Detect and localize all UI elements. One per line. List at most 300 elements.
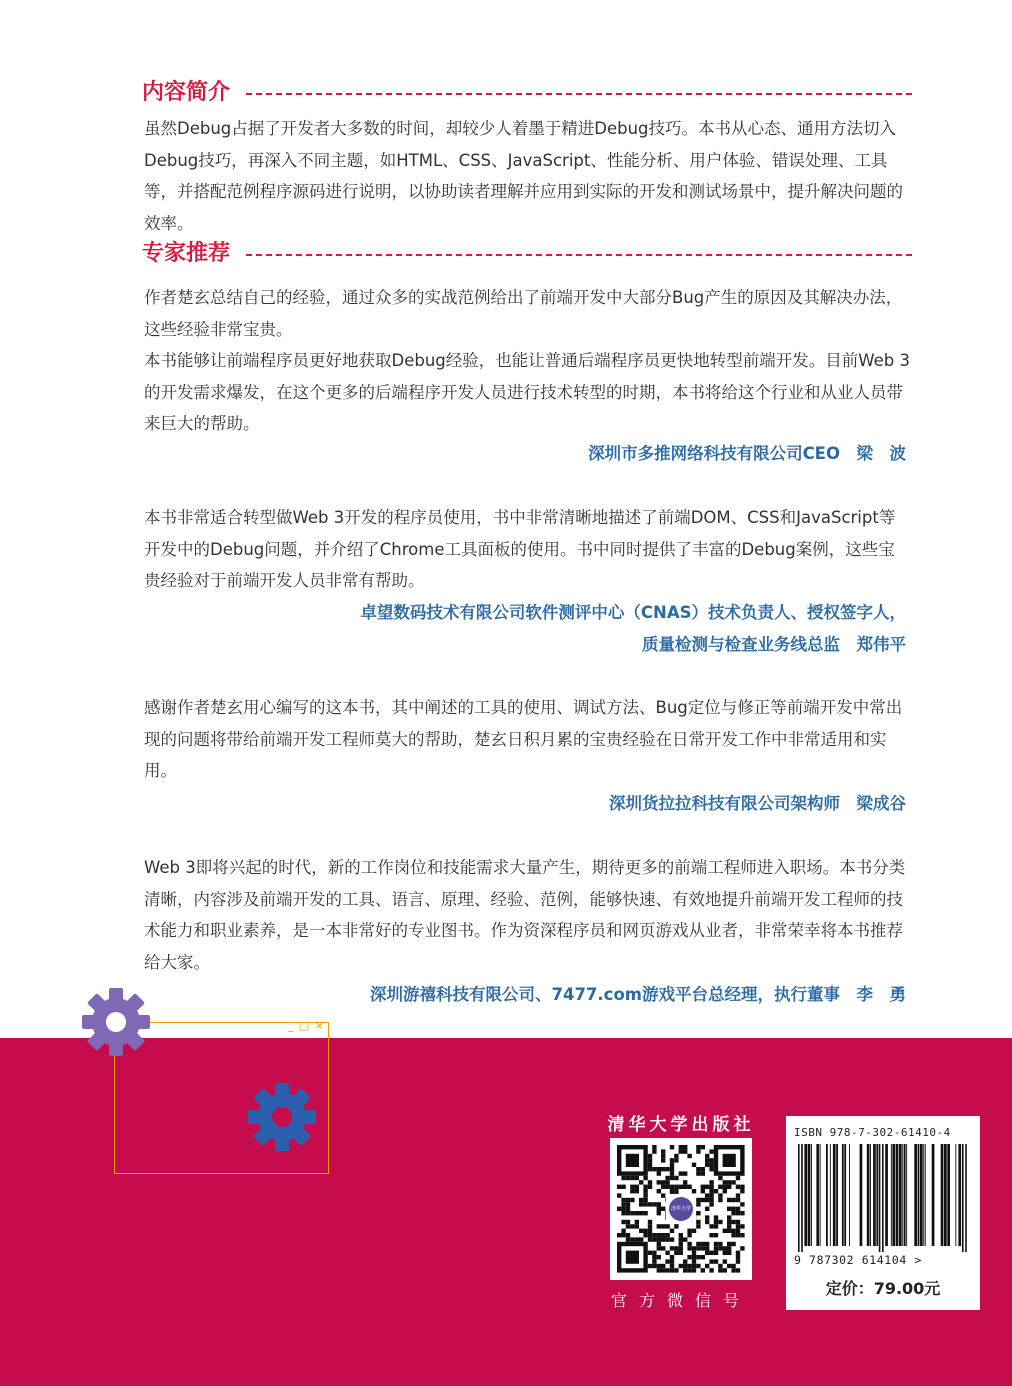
recommendation-2-paragraph: 本书非常适合转型做Web 3开发的程序员使用，书中非常清晰地描述了前端DOM、CSS和JavaScript等开发中的Debug问题，并介绍了Chrome工具面板的使用。书中同时提供了丰富的Debug案例，这些宝贵经验对于前端开发人员非常有帮助。: [144, 508, 896, 590]
qr-module: [714, 1233, 718, 1237]
qr-module: [683, 1259, 687, 1263]
qr-module: [740, 1246, 744, 1250]
qr-module: [630, 1198, 634, 1202]
qr-module: [657, 1264, 661, 1268]
qr-module: [674, 1189, 678, 1193]
qr-module: [643, 1198, 647, 1202]
qr-module: [683, 1185, 687, 1189]
qr-module: [626, 1233, 630, 1237]
qr-module: [617, 1193, 621, 1197]
barcode-number: 9 787302 614104 >: [794, 1253, 922, 1267]
qr-finder-pattern: [626, 1251, 639, 1264]
qr-module: [692, 1246, 696, 1250]
barcode-bar: [820, 1144, 821, 1246]
intro-heading-divider: [246, 93, 912, 95]
qr-module: [696, 1198, 700, 1202]
qr-module: [736, 1198, 740, 1202]
qr-module: [661, 1167, 665, 1171]
qr-module: [701, 1268, 705, 1272]
qr-module: [692, 1264, 696, 1268]
qr-module: [661, 1224, 665, 1228]
qr-module: [701, 1189, 705, 1193]
qr-module: [731, 1211, 735, 1215]
qr-module: [679, 1237, 683, 1241]
qr-module: [683, 1145, 687, 1149]
qr-module: [701, 1171, 705, 1175]
barcode-box: [786, 1116, 980, 1310]
qr-module: [648, 1154, 652, 1158]
barcode-bar: [873, 1144, 876, 1246]
barcode-guard-bar: [882, 1144, 884, 1252]
qr-module: [674, 1176, 678, 1180]
qr-module: [687, 1185, 691, 1189]
qr-module: [740, 1224, 744, 1228]
barcode-bar: [816, 1144, 819, 1246]
qr-module: [661, 1264, 665, 1268]
barcode-bar: [920, 1144, 923, 1246]
barcode-bar: [891, 1144, 892, 1246]
qr-code: [610, 1138, 752, 1280]
qr-module: [661, 1185, 665, 1189]
qr-module: [648, 1224, 652, 1228]
recommendation-3-signature: 深圳货拉拉科技有限公司架构师 梁成谷: [609, 794, 906, 813]
qr-module: [661, 1246, 665, 1250]
qr-module: [626, 1211, 630, 1215]
qr-module: [665, 1268, 669, 1272]
qr-module: [740, 1202, 744, 1206]
qr-module: [723, 1259, 727, 1263]
barcode-bar: [830, 1144, 831, 1246]
qr-module: [657, 1202, 661, 1206]
qr-module: [665, 1185, 669, 1189]
qr-module: [626, 1220, 630, 1224]
qr-module: [718, 1242, 722, 1246]
qr-module: [674, 1268, 678, 1272]
qr-module: [648, 1180, 652, 1184]
qr-module: [639, 1229, 643, 1233]
qr-module: [731, 1242, 735, 1246]
qr-module: [630, 1211, 634, 1215]
barcode-bar: [899, 1144, 902, 1246]
qr-module: [718, 1220, 722, 1224]
barcode-bar: [902, 1144, 903, 1246]
barcode-bar: [925, 1144, 926, 1246]
qr-module: [626, 1202, 630, 1206]
qr-module: [705, 1158, 709, 1162]
qr-module: [718, 1198, 722, 1202]
qr-module: [714, 1189, 718, 1193]
qr-module: [692, 1255, 696, 1259]
qr-module: [727, 1229, 731, 1233]
qr-module: [657, 1211, 661, 1215]
qr-module: [727, 1251, 731, 1255]
qr-module: [674, 1158, 678, 1162]
qr-module: [652, 1202, 656, 1206]
qr-module: [696, 1224, 700, 1228]
qr-module: [657, 1224, 661, 1228]
barcode-bar: [826, 1144, 828, 1246]
qr-module: [683, 1171, 687, 1175]
qr-module: [630, 1185, 634, 1189]
qr-module: [714, 1251, 718, 1255]
qr-module: [727, 1242, 731, 1246]
qr-module: [687, 1264, 691, 1268]
recommendation-4-paragraph: Web 3即将兴起的时代，新的工作岗位和技能需求大量产生，期待更多的前端工程师进入职场。本书分类清晰，内容涉及前端开发的工具、语言、原理、经验、范例，能够快速、有效地提升前端开发工程师的技术能力和职业素养，是一本非常好的专业图书。作为资深程序员和网页游戏从业者，非常荣幸将本书推荐给大家。: [144, 858, 906, 972]
qr-module: [626, 1237, 630, 1241]
qr-module: [683, 1268, 687, 1272]
qr-module: [696, 1246, 700, 1250]
qr-module: [670, 1237, 674, 1241]
price: 定价：79.00元: [825, 1279, 941, 1298]
qr-module: [740, 1189, 744, 1193]
qr-module: [674, 1251, 678, 1255]
barcode-bar: [833, 1144, 836, 1246]
qr-module: [630, 1224, 634, 1228]
qr-module: [701, 1242, 705, 1246]
recommendation-1-signature: 深圳市多推网络科技有限公司CEO 梁 波: [588, 444, 906, 463]
qr-module: [643, 1193, 647, 1197]
barcode-bar: [955, 1144, 956, 1246]
qr-module: [683, 1180, 687, 1184]
qr-module: [714, 1246, 718, 1250]
qr-module: [696, 1167, 700, 1171]
qr-module: [648, 1185, 652, 1189]
qr-module: [709, 1167, 713, 1171]
qr-module: [718, 1246, 722, 1250]
qr-module: [643, 1211, 647, 1215]
qr-module: [687, 1246, 691, 1250]
barcode-bar: [932, 1144, 935, 1246]
qr-finder-pattern: [723, 1154, 736, 1167]
qr-module: [635, 1189, 639, 1193]
qr-module: [727, 1198, 731, 1202]
qr-module: [736, 1211, 740, 1215]
qr-module: [701, 1246, 705, 1250]
qr-module: [714, 1220, 718, 1224]
qr-module: [652, 1264, 656, 1268]
qr-module: [701, 1198, 705, 1202]
recommendation-4-signature: 深圳游禧科技有限公司、7477.com游戏平台总经理，执行董事 李 勇: [369, 985, 906, 1004]
qr-module: [736, 1229, 740, 1233]
qr-module: [709, 1193, 713, 1197]
qr-module: [692, 1229, 696, 1233]
qr-module: [679, 1264, 683, 1268]
qr-module: [736, 1251, 740, 1255]
qr-module: [657, 1242, 661, 1246]
qr-module: [639, 1180, 643, 1184]
qr-module: [709, 1202, 713, 1206]
qr-module: [670, 1185, 674, 1189]
qr-module: [740, 1211, 744, 1215]
qr-module: [657, 1268, 661, 1272]
barcode-guard-bar: [962, 1144, 964, 1252]
qr-module: [718, 1193, 722, 1197]
barcode-bar: [885, 1144, 888, 1246]
qr-module: [723, 1189, 727, 1193]
qr-module: [731, 1198, 735, 1202]
qr-module: [670, 1264, 674, 1268]
qr-finder-pattern: [626, 1154, 639, 1167]
qr-module: [661, 1180, 665, 1184]
qr-module: [740, 1233, 744, 1237]
qr-module: [670, 1145, 674, 1149]
qr-module: [665, 1176, 669, 1180]
barcode-bar: [870, 1144, 871, 1246]
qr-module: [727, 1246, 731, 1250]
barcode-bar: [808, 1144, 811, 1246]
qr-module: [736, 1259, 740, 1263]
qr-module: [665, 1233, 669, 1237]
barcode-guard-bar: [798, 1144, 800, 1252]
qr-module: [723, 1268, 727, 1272]
qr-module: [696, 1211, 700, 1215]
qr-module: [674, 1224, 678, 1228]
qr-module: [709, 1180, 713, 1184]
qr-module: [648, 1233, 652, 1237]
qr-center-logo-text: 清华大学: [669, 1197, 693, 1221]
qr-module: [639, 1202, 643, 1206]
qr-module: [723, 1251, 727, 1255]
qr-module: [621, 1229, 625, 1233]
qr-module: [635, 1224, 639, 1228]
qr-module: [723, 1229, 727, 1233]
qr-module: [670, 1171, 674, 1175]
qr-module: [657, 1207, 661, 1211]
qr-module: [652, 1255, 656, 1259]
qr-module: [670, 1176, 674, 1180]
qr-module: [657, 1233, 661, 1237]
qr-module: [683, 1264, 687, 1268]
qr-module: [648, 1202, 652, 1206]
barcode-bar: [867, 1144, 870, 1246]
qr-module: [670, 1158, 674, 1162]
qr-module: [648, 1237, 652, 1241]
qr-module: [709, 1198, 713, 1202]
qr-module: [652, 1237, 656, 1241]
qr-module: [727, 1220, 731, 1224]
qr-module: [727, 1215, 731, 1219]
barcode-bar: [918, 1144, 920, 1246]
qr-module: [661, 1268, 665, 1272]
qr-module: [670, 1259, 674, 1263]
qr-module: [639, 1198, 643, 1202]
barcode-bar: [941, 1144, 944, 1246]
qr-module: [701, 1255, 705, 1259]
qr-module: [617, 1233, 621, 1237]
qr-module: [727, 1180, 731, 1184]
qr-module: [626, 1176, 630, 1180]
qr-module: [679, 1251, 683, 1255]
qr-module: [723, 1246, 727, 1250]
qr-module: [718, 1264, 722, 1268]
qr-module: [696, 1171, 700, 1175]
qr-module: [709, 1185, 713, 1189]
qr-module: [736, 1268, 740, 1272]
qr-module: [621, 1233, 625, 1237]
qr-module: [696, 1264, 700, 1268]
qr-module: [687, 1268, 691, 1272]
barcode-bar: [904, 1144, 906, 1246]
qr-module: [626, 1224, 630, 1228]
qr-module: [635, 1220, 639, 1224]
qr-module: [652, 1259, 656, 1263]
qr-module: [617, 1207, 621, 1211]
qr-module: [665, 1224, 669, 1228]
qr-module: [705, 1246, 709, 1250]
qr-module: [731, 1268, 735, 1272]
qr-module: [648, 1251, 652, 1255]
qr-module: [705, 1198, 709, 1202]
qr-module: [648, 1220, 652, 1224]
qr-module: [687, 1233, 691, 1237]
qr-module: [709, 1251, 713, 1255]
recommendation-2-signature-line-2: 质量检测与检查业务线总监 郑伟平: [642, 635, 906, 654]
qr-module: [639, 1237, 643, 1241]
qr-module: [665, 1180, 669, 1184]
qr-module: [692, 1259, 696, 1263]
qr-module: [648, 1264, 652, 1268]
qr-module: [736, 1176, 740, 1180]
qr-module: [705, 1185, 709, 1189]
qr-module: [643, 1229, 647, 1233]
barcode-bar: [876, 1144, 878, 1246]
qr-module: [736, 1255, 740, 1259]
qr-module: [683, 1149, 687, 1153]
qr-module: [657, 1255, 661, 1259]
qr-module: [696, 1255, 700, 1259]
qr-module: [696, 1220, 700, 1224]
qr-module: [696, 1149, 700, 1153]
recommendation-3-paragraph: 感谢作者楚玄用心编写的这本书，其中阐述的工具的使用、调试方法、Bug定位与修正等前端开发中常出现的问题将带给前端开发工程师莫大的帮助，楚玄日积月累的宝贵经验在日常开发工作中非常适用和实用。: [144, 698, 903, 780]
qr-module: [670, 1189, 674, 1193]
qr-module: [731, 1220, 735, 1224]
qr-module: [701, 1185, 705, 1189]
barcode-guard-bar: [879, 1144, 881, 1252]
qr-module: [621, 1202, 625, 1206]
qr-module: [657, 1246, 661, 1250]
qr-module: [621, 1185, 625, 1189]
qr-module: [639, 1211, 643, 1215]
barcode-bar: [944, 1144, 947, 1246]
qr-logo: [666, 1194, 696, 1224]
qr-module: [705, 1154, 709, 1158]
barcode-bar: [923, 1144, 924, 1246]
qr-module: [661, 1149, 665, 1153]
qr-module: [674, 1246, 678, 1250]
qr-module: [687, 1242, 691, 1246]
qr-module: [692, 1251, 696, 1255]
qr-module: [643, 1176, 647, 1180]
qr-label: 官方微信号: [610, 1291, 751, 1310]
qr-module: [714, 1242, 718, 1246]
qr-module: [661, 1237, 665, 1241]
qr-module: [727, 1224, 731, 1228]
barcode-bar: [844, 1144, 846, 1246]
publisher-name: 清华大学出版社: [607, 1115, 755, 1135]
barcode-bar: [804, 1144, 807, 1246]
qr-module: [657, 1237, 661, 1241]
qr-module: [665, 1237, 669, 1241]
qr-module: [665, 1251, 669, 1255]
recommendation-1-paragraph-2: 本书能够让前端程序员更好地获取Debug经验，也能让普通后端程序员更快地转型前端开发。目前Web 3的开发需求爆发，在这个更多的后端程序开发人员进行技术转型的时期，本书将给这个行业和从业人员带来巨大的帮助。: [144, 351, 910, 433]
barcode-bar: [914, 1144, 917, 1246]
qr-module: [709, 1233, 713, 1237]
intro-heading: 内容简介: [142, 80, 231, 105]
qr-module: [687, 1154, 691, 1158]
qr-module: [727, 1207, 731, 1211]
qr-module: [692, 1189, 696, 1193]
qr-module: [657, 1189, 661, 1193]
qr-module: [648, 1158, 652, 1162]
qr-module: [657, 1167, 661, 1171]
qr-module: [714, 1215, 718, 1219]
qr-module: [670, 1246, 674, 1250]
qr-module: [709, 1224, 713, 1228]
qr-module: [679, 1233, 683, 1237]
qr-module: [679, 1149, 683, 1153]
qr-module: [674, 1154, 678, 1158]
qr-module: [731, 1180, 735, 1184]
qr-module: [718, 1268, 722, 1272]
isbn-text: ISBN 978-7-302-61410-4: [794, 1126, 951, 1139]
qr-module: [621, 1207, 625, 1211]
qr-module: [701, 1145, 705, 1149]
qr-module: [696, 1242, 700, 1246]
qr-module: [736, 1220, 740, 1224]
qr-module: [674, 1185, 678, 1189]
qr-module: [621, 1211, 625, 1215]
qr-module: [635, 1176, 639, 1180]
qr-module: [723, 1185, 727, 1189]
qr-module: [626, 1207, 630, 1211]
qr-module: [705, 1163, 709, 1167]
qr-module: [692, 1163, 696, 1167]
qr-module: [670, 1163, 674, 1167]
qr-module: [661, 1154, 665, 1158]
qr-module: [643, 1189, 647, 1193]
qr-module: [731, 1233, 735, 1237]
qr-module: [727, 1264, 731, 1268]
qr-module: [670, 1255, 674, 1259]
qr-module: [714, 1259, 718, 1263]
recommend-heading: 专家推荐: [142, 241, 231, 266]
qr-module: [635, 1185, 639, 1189]
qr-module: [665, 1167, 669, 1171]
intro-paragraph: 虽然Debug占据了开发者大多数的时间，却较少人着墨于精进Debug技巧。本书从心态、通用方法切入Debug技巧，再深入不同主题，如HTML、CSS、JavaScript、性能分析、用户体验、错误处理、工具等，并搭配范例程序源码进行说明，以协助读者理解并应用到实际的开发和测试场景中，提升解决问题的效率。: [144, 119, 903, 233]
qr-module: [670, 1229, 674, 1233]
qr-module: [665, 1259, 669, 1263]
qr-module: [736, 1193, 740, 1197]
qr-module: [705, 1251, 709, 1255]
qr-module: [709, 1163, 713, 1167]
qr-module: [687, 1255, 691, 1259]
qr-module: [718, 1185, 722, 1189]
qr-module: [648, 1163, 652, 1167]
qr-module: [621, 1220, 625, 1224]
recommendation-2-signature-line-1: 卓望数码技术有限公司软件测评中心（CNAS）技术负责人、授权签字人，: [360, 603, 906, 622]
barcode-bar: [849, 1144, 850, 1246]
qr-module: [718, 1176, 722, 1180]
qr-module: [683, 1237, 687, 1241]
qr-module: [731, 1207, 735, 1211]
qr-module: [630, 1237, 634, 1241]
qr-module: [652, 1167, 656, 1171]
qr-module: [705, 1220, 709, 1224]
qr-module: [661, 1158, 665, 1162]
qr-module: [696, 1145, 700, 1149]
qr-module: [692, 1268, 696, 1272]
barcode-bar: [836, 1144, 838, 1246]
